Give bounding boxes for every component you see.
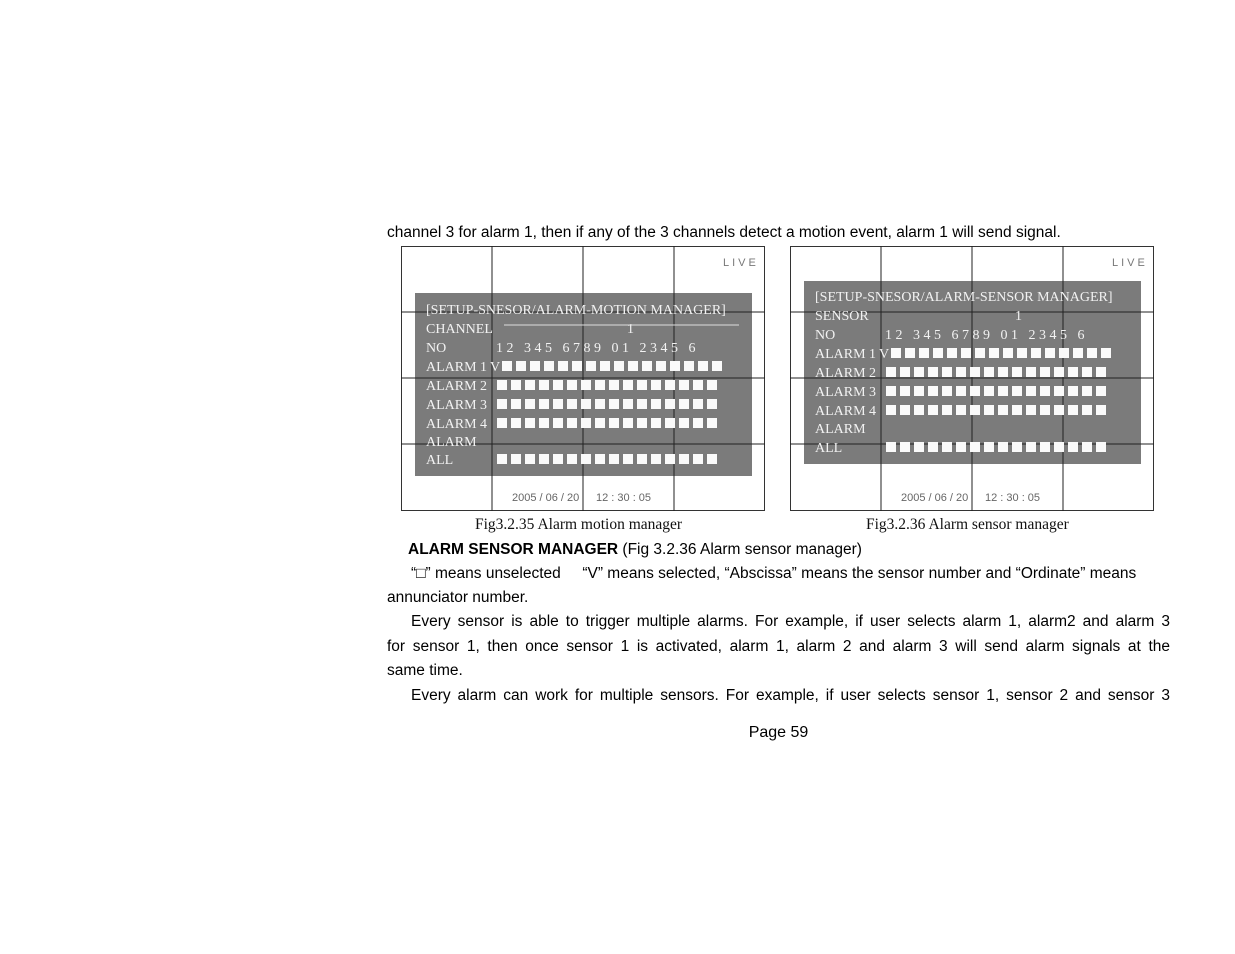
- osd-checkbox: [1026, 405, 1036, 415]
- osd-alarm3-label: ALARM 3: [426, 398, 488, 413]
- osd-checkbox: [586, 361, 596, 371]
- osd-checkbox: [1068, 405, 1078, 415]
- osd-number-header: 1 2 3 4 5 6 7 8 9 0 1 2 3 4 5 6: [885, 328, 1085, 343]
- osd-checkbox: [998, 442, 1008, 452]
- osd-checkbox: [1012, 405, 1022, 415]
- osd-checkbox: [1054, 405, 1064, 415]
- osd-checkbox: [1017, 348, 1027, 358]
- osd-checkbox: [1012, 442, 1022, 452]
- osd-checkbox: [637, 454, 647, 464]
- osd-checkbox: [984, 367, 994, 377]
- osd-checkbox: [1054, 367, 1064, 377]
- osd-checkbox: [609, 418, 619, 428]
- osd-alarm4-label: ALARM 4: [426, 417, 488, 432]
- osd-checkbox: [623, 418, 633, 428]
- osd-checkbox: [712, 361, 722, 371]
- osd-screen-sensor: [790, 246, 1154, 511]
- osd-checkbox: [1026, 386, 1036, 396]
- osd-checkbox: [637, 418, 647, 428]
- osd-title: [SETUP-SNESOR/ALARM-SENSOR MANAGER]: [815, 290, 1113, 305]
- osd-checkbox: [525, 454, 535, 464]
- osd-checkbox: [684, 361, 694, 371]
- osd-checkbox: [553, 454, 563, 464]
- osd-checkbox: [1101, 348, 1111, 358]
- osd-checkbox: [651, 418, 661, 428]
- osd-number-header: 1 2 3 4 5 6 7 8 9 0 1 2 3 4 5 6: [496, 341, 696, 356]
- osd-checkbox: [933, 348, 943, 358]
- osd-alarm-all-label-2: ALL: [426, 453, 454, 468]
- osd-checkbox: [928, 442, 938, 452]
- osd-alarm1-label: ALARM 1: [426, 360, 488, 375]
- osd-checkbox: [900, 367, 910, 377]
- osd-checkbox: [1045, 348, 1055, 358]
- osd-checkbox: [609, 399, 619, 409]
- osd-checkbox: [970, 405, 980, 415]
- osd-alarm1-selected-mark: V: [490, 360, 501, 375]
- osd-channel-value: 1: [627, 322, 634, 337]
- osd-checkbox: [595, 418, 605, 428]
- osd-checkbox: [956, 442, 966, 452]
- osd-checkbox: [928, 405, 938, 415]
- osd-sensor-value: 1: [1015, 309, 1022, 324]
- osd-checkbox: [511, 418, 521, 428]
- osd-checkbox: [914, 405, 924, 415]
- osd-checkbox: [1040, 442, 1050, 452]
- osd-checkbox: [1096, 405, 1106, 415]
- osd-checkbox: [637, 380, 647, 390]
- osd-checkbox: [914, 442, 924, 452]
- osd-checkbox: [553, 418, 563, 428]
- osd-checkbox: [1012, 386, 1022, 396]
- osd-checkbox: [525, 418, 535, 428]
- osd-checkbox: [539, 454, 549, 464]
- osd-channel-label: CHANNEL: [426, 322, 493, 337]
- osd-checkbox: [961, 348, 971, 358]
- osd-alarm1-label: ALARM 1: [815, 347, 877, 362]
- osd-checkbox: [539, 399, 549, 409]
- osd-date: 2005 / 06 / 20: [512, 492, 580, 504]
- osd-checkbox: [567, 380, 577, 390]
- osd-checkbox: [900, 405, 910, 415]
- osd-checkbox: [530, 361, 540, 371]
- osd-alarm4-label: ALARM 4: [815, 404, 877, 419]
- osd-checkbox: [623, 399, 633, 409]
- osd-checkbox: [637, 399, 647, 409]
- osd-checkbox: [707, 399, 717, 409]
- osd-checkbox: [693, 418, 703, 428]
- osd-checkbox: [679, 418, 689, 428]
- osd-checkbox: [956, 405, 966, 415]
- osd-checkbox: [1026, 367, 1036, 377]
- osd-alarm1-selected-mark: V: [879, 347, 890, 362]
- osd-checkbox: [989, 348, 999, 358]
- page-number: Page 59: [748, 724, 809, 741]
- osd-checkbox: [1040, 405, 1050, 415]
- osd-checkbox: [1012, 367, 1022, 377]
- osd-checkbox: [970, 386, 980, 396]
- osd-checkbox: [914, 367, 924, 377]
- osd-checkbox: [891, 348, 901, 358]
- osd-checkbox: [581, 399, 591, 409]
- osd-checkbox: [900, 442, 910, 452]
- section-heading: [408, 538, 1170, 562]
- osd-checkbox: [642, 361, 652, 371]
- osd-checkbox: [553, 380, 563, 390]
- osd-checkbox: [1054, 386, 1064, 396]
- osd-no-label: NO: [815, 328, 836, 343]
- osd-checkbox: [595, 380, 605, 390]
- live-indicator: LIVE: [723, 257, 759, 269]
- osd-checkbox: [609, 454, 619, 464]
- osd-checkbox: [947, 348, 957, 358]
- osd-checkbox: [914, 386, 924, 396]
- osd-checkbox: [942, 405, 952, 415]
- osd-checkbox: [998, 386, 1008, 396]
- osd-checkbox: [956, 367, 966, 377]
- osd-checkbox: [581, 380, 591, 390]
- osd-alarm-all-label-2: ALL: [815, 441, 843, 456]
- osd-checkbox: [1040, 367, 1050, 377]
- osd-checkbox: [984, 442, 994, 452]
- osd-checkbox: [1068, 367, 1078, 377]
- osd-date: 2005 / 06 / 20: [901, 492, 969, 504]
- osd-alarm3-label: ALARM 3: [815, 385, 877, 400]
- osd-checkbox: [928, 386, 938, 396]
- osd-checkbox: [623, 454, 633, 464]
- osd-checkbox: [693, 380, 703, 390]
- osd-checkbox: [628, 361, 638, 371]
- osd-checkbox: [516, 361, 526, 371]
- osd-checkbox: [1068, 386, 1078, 396]
- osd-checkbox: [665, 454, 675, 464]
- live-indicator: LIVE: [1112, 257, 1148, 269]
- osd-checkbox: [900, 386, 910, 396]
- osd-checkbox: [623, 380, 633, 390]
- osd-checkbox: [595, 399, 605, 409]
- osd-checkbox: [886, 367, 896, 377]
- osd-checkbox: [942, 367, 952, 377]
- osd-checkbox: [651, 454, 661, 464]
- osd-checkbox: [970, 367, 980, 377]
- osd-checkbox: [665, 418, 675, 428]
- osd-checkbox: [956, 386, 966, 396]
- osd-checkbox: [609, 380, 619, 390]
- osd-checkbox: [1054, 442, 1064, 452]
- osd-alarm2-label: ALARM 2: [815, 366, 877, 381]
- osd-checkbox: [975, 348, 985, 358]
- osd-checkbox: [1040, 386, 1050, 396]
- section-heading-ref: (Fig 3.2.36 Alarm sensor manager): [618, 541, 862, 558]
- osd-checkbox: [572, 361, 582, 371]
- paragraph-legend-line2: annunciator number.: [387, 589, 529, 606]
- osd-checkbox: [581, 454, 591, 464]
- osd-checkbox: [539, 418, 549, 428]
- osd-checkbox: [707, 380, 717, 390]
- osd-checkbox: [942, 442, 952, 452]
- osd-alarm2-label: ALARM 2: [426, 379, 488, 394]
- osd-checkbox: [886, 386, 896, 396]
- osd-checkbox: [567, 399, 577, 409]
- osd-checkbox: [497, 399, 507, 409]
- figure-caption-sensor: Fig3.2.36 Alarm sensor manager: [866, 516, 1069, 533]
- osd-alarm-all-label-1: ALARM: [815, 422, 866, 437]
- section-heading-title: ALARM SENSOR MANAGER: [408, 541, 619, 558]
- figure-motion-manager: [401, 246, 765, 511]
- osd-checkbox: [511, 399, 521, 409]
- osd-checkbox: [1026, 442, 1036, 452]
- osd-checkbox: [707, 418, 717, 428]
- osd-checkbox: [567, 454, 577, 464]
- figure-caption-motion: Fig3.2.35 Alarm motion manager: [475, 516, 683, 533]
- osd-checkbox: [693, 399, 703, 409]
- osd-sensor-label: SENSOR: [815, 309, 869, 324]
- osd-checkbox: [553, 399, 563, 409]
- osd-checkbox: [984, 405, 994, 415]
- osd-checkbox: [1082, 367, 1092, 377]
- osd-checkbox: [886, 405, 896, 415]
- osd-checkbox: [707, 454, 717, 464]
- osd-title: [SETUP-SNESOR/ALARM-MOTION MANAGER]: [426, 303, 726, 318]
- osd-checkbox: [886, 442, 896, 452]
- paragraph-alarm-line1: Every alarm can work for multiple sensors. For example, if user selects sensor 1, sensor 2 and sensor 3: [411, 687, 1170, 704]
- osd-checkbox: [928, 367, 938, 377]
- paragraph-sensor-line2: for sensor 1, then once sensor 1 is activated, alarm 1, alarm 2 and alarm 3 will send alarm signals at the: [387, 638, 1170, 655]
- osd-checkbox: [544, 361, 554, 371]
- osd-checkbox: [1082, 405, 1092, 415]
- osd-no-label: NO: [426, 341, 447, 356]
- osd-checkbox: [905, 348, 915, 358]
- osd-checkbox: [651, 399, 661, 409]
- osd-checkbox: [497, 454, 507, 464]
- osd-checkbox: [679, 399, 689, 409]
- osd-checkbox: [651, 380, 661, 390]
- osd-time: 12 : 30 : 05: [985, 492, 1041, 504]
- osd-time: 12 : 30 : 05: [596, 492, 652, 504]
- osd-checkbox: [511, 454, 521, 464]
- osd-checkbox: [1087, 348, 1097, 358]
- osd-checkbox: [984, 386, 994, 396]
- osd-checkbox: [525, 380, 535, 390]
- osd-checkbox: [679, 454, 689, 464]
- osd-checkbox: [656, 361, 666, 371]
- osd-checkbox: [998, 405, 1008, 415]
- intro-line: channel 3 for alarm 1, then if any of the 3 channels detect a motion event, alarm 1 will send signal.: [387, 224, 1061, 241]
- osd-checkbox: [1068, 442, 1078, 452]
- osd-checkbox: [581, 418, 591, 428]
- osd-checkbox: [698, 361, 708, 371]
- osd-screen-motion: [401, 246, 765, 511]
- osd-checkbox: [595, 454, 605, 464]
- osd-checkbox: [511, 380, 521, 390]
- osd-checkbox: [567, 418, 577, 428]
- osd-checkbox: [665, 399, 675, 409]
- osd-checkbox: [1082, 442, 1092, 452]
- osd-checkbox: [614, 361, 624, 371]
- osd-checkbox: [670, 361, 680, 371]
- osd-checkbox: [497, 418, 507, 428]
- osd-checkbox: [919, 348, 929, 358]
- osd-checkbox: [600, 361, 610, 371]
- osd-checkbox: [1096, 367, 1106, 377]
- osd-checkbox: [1082, 386, 1092, 396]
- paragraph-sensor-line3: same time.: [387, 662, 463, 679]
- osd-checkbox: [558, 361, 568, 371]
- osd-checkbox: [942, 386, 952, 396]
- osd-checkbox: [1031, 348, 1041, 358]
- osd-checkbox: [1003, 348, 1013, 358]
- paragraph-legend-line1: “□” means unselected “V” means selected, “Abscissa” means the sensor number and “Ordinate” means: [411, 565, 1137, 582]
- osd-checkbox: [1096, 386, 1106, 396]
- osd-checkbox: [1096, 442, 1106, 452]
- osd-checkbox: [1073, 348, 1083, 358]
- osd-checkbox: [665, 380, 675, 390]
- osd-checkbox: [693, 454, 703, 464]
- osd-checkbox: [497, 380, 507, 390]
- osd-checkbox: [539, 380, 549, 390]
- osd-alarm-all-label-1: ALARM: [426, 435, 477, 450]
- osd-checkbox: [998, 367, 1008, 377]
- osd-checkbox: [502, 361, 512, 371]
- figure-sensor-manager: [790, 246, 1154, 511]
- osd-checkbox: [1059, 348, 1069, 358]
- osd-checkbox: [525, 399, 535, 409]
- paragraph-sensor-line1: Every sensor is able to trigger multiple alarms. For example, if user selects alarm 1, alarm2 and alarm 3: [411, 613, 1170, 630]
- osd-checkbox: [679, 380, 689, 390]
- osd-checkbox: [970, 442, 980, 452]
